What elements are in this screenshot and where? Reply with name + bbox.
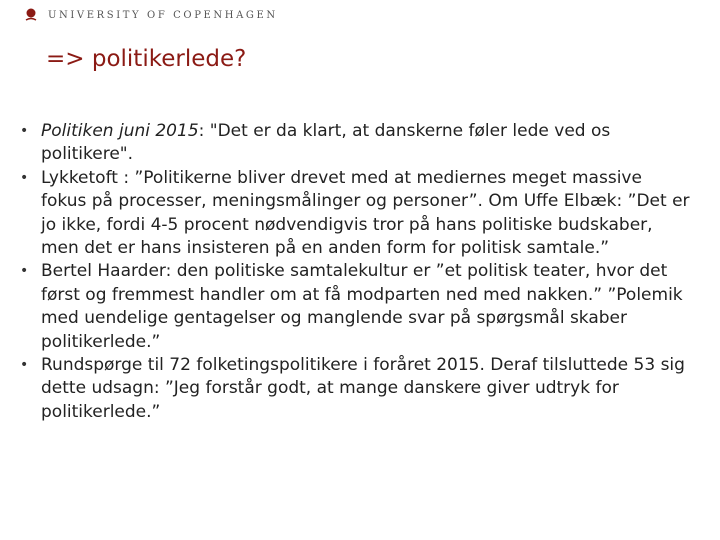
bullet-dot-icon: • — [20, 169, 29, 186]
bullet-dot-icon: • — [20, 263, 29, 280]
source-name: Politiken juni 2015 — [41, 121, 199, 141]
bullet-dot-icon: • — [20, 357, 29, 374]
bullet-item-politiken — [20, 120, 692, 167]
bullet-text: Bertel Haarder: den politiske samtalekultur er ”et politisk teater, hvor det først og fremmest handler om at få modparten ned med nakken.” ”Polemik med uendelige gentagelser og manglende svar på spørgsmål skaber politikerlede.” — [41, 261, 683, 352]
bullet-dot-icon: • — [20, 123, 29, 139]
slide-title: => politikerlede? — [46, 46, 247, 72]
bullet-text: Lykketoft : ”Politikerne bliver drevet med at mediernes meget massive fokus på processer, meningsmålinger og personer”. Om Uffe Elbæk: ”Det er jo ikke, fordi 4-5 procent nødvendigvis tror på hans politiske budskaber, men det er hans insisteren på en anden form for politisk samtale.” — [41, 167, 690, 259]
header — [24, 5, 278, 25]
bullet-text: Rundspørge til 72 folketingspolitikere i foråret 2015. Deraf tilsluttede 53 sig dette udsagn: ”Jeg forstår godt, at mange danskere giver udtryk for politikerlede.” — [41, 355, 685, 422]
bullet-list — [20, 120, 692, 424]
university-name: UNIVERSITY OF COPENHAGEN — [48, 9, 278, 21]
bullet-item-lykketoft — [20, 167, 692, 261]
university-crest-icon — [24, 7, 38, 23]
bullet-text: : "Det er da klart, at danskerne føler lede ved os politikere". — [41, 121, 611, 165]
bullet-item-rundspoerge — [20, 354, 692, 424]
bullet-item-haarder — [20, 260, 692, 354]
